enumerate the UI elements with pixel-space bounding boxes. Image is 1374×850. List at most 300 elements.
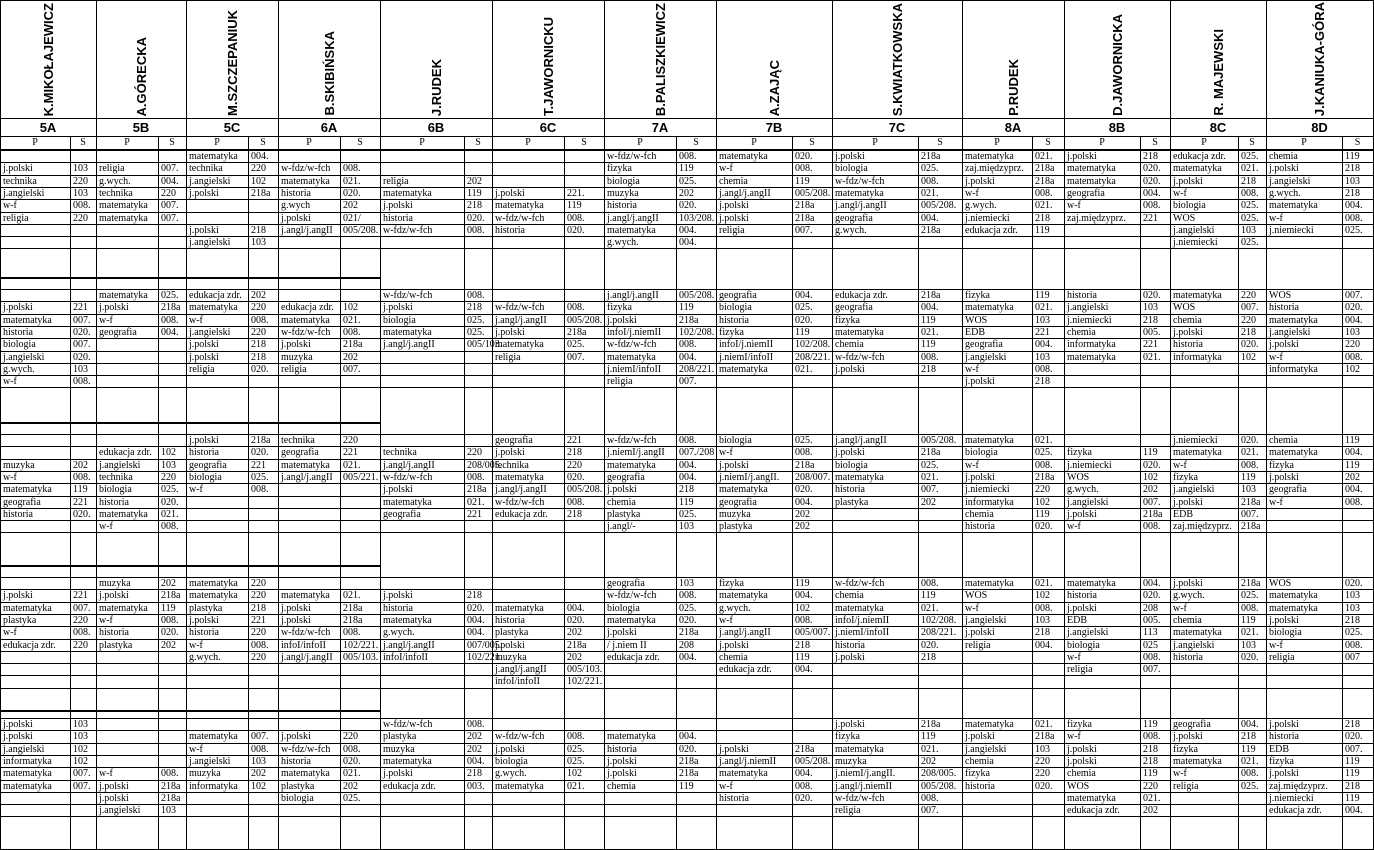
room-cell: 008. [73,376,91,387]
room-cell: 020. [161,497,179,508]
subject-cell: j.niemiecki [965,484,1010,495]
room-cell: 218a [921,290,941,301]
column-p-label: P [124,137,130,148]
room-cell: 005/208. [795,756,831,767]
room-cell: 202 [161,578,176,589]
room-cell: 021. [1241,627,1259,638]
subject-cell: w-f [99,521,113,532]
subject-cell: informatyka [1173,352,1222,363]
room-cell: 008. [921,352,939,363]
teacher-name [1170,2,1266,116]
subject-cell: WOS [965,315,988,326]
subject-cell: matematyka [835,472,884,483]
room-cell: 007. [921,484,939,495]
room-cell: 008. [1345,497,1363,508]
subject-cell: j.polski [719,640,749,651]
room-cell: 008. [1345,640,1363,651]
room-cell: 025. [1345,627,1363,638]
subject-cell: g.wych. [965,200,997,211]
subject-cell: informatyka [189,781,238,792]
subject-cell: j.polski [99,793,129,804]
subject-cell: j.polski [607,768,637,779]
room-cell: 103 [1035,352,1050,363]
column-s-label: S [357,137,363,148]
room-cell: 103 [73,719,88,730]
room-cell: 102 [73,744,88,755]
room-cell: 119 [795,327,810,338]
room-cell: 025 [1143,640,1158,651]
room-cell: 005. [1143,327,1161,338]
subject-cell: j.niemI/j.angII [607,447,665,458]
subject-cell: w-f [719,781,733,792]
room-cell: 007. [921,805,939,816]
subject-cell: matematyka [281,768,330,779]
subject-cell: fizyka [1067,447,1092,458]
room-cell: 220 [1345,339,1360,350]
room-cell: 119 [1241,615,1256,626]
room-cell: 008. [251,744,269,755]
subject-cell: fizyka [607,163,632,174]
subject-cell: chemia [1173,615,1202,626]
room-cell: 218a [795,460,815,471]
room-cell: 102 [1241,352,1256,363]
room-cell: 202 [343,200,358,211]
room-cell: 025. [467,315,485,326]
room-cell: 218a [343,615,363,626]
subject-cell: matematyka [1173,447,1222,458]
room-cell: 008. [921,578,939,589]
room-cell: 008. [343,627,361,638]
subject-cell: edukacja zdr. [1269,805,1322,816]
subject-cell: geografia [1067,188,1105,199]
room-cell: 202 [1143,484,1158,495]
room-cell: 021. [1035,435,1053,446]
room-cell: 119 [679,163,694,174]
room-cell: 025. [1241,237,1259,248]
room-cell: 102/221. [467,652,503,663]
room-cell: 113 [1143,627,1158,638]
room-cell: 102 [251,176,266,187]
room-cell: 119 [679,302,694,313]
column-s-label: S [693,137,699,148]
room-cell: 103 [1035,744,1050,755]
room-cell: 119 [161,603,176,614]
subject-cell: j.angielski [965,352,1007,363]
room-cell: 008. [251,315,269,326]
subject-cell: j.polski [3,302,33,313]
room-cell: 119 [795,176,810,187]
subject-cell: w-fdz/w-fch [607,339,657,350]
subject-cell: matematyka [1269,603,1318,614]
subject-cell: j.angielski [1067,497,1109,508]
room-cell: 103 [73,731,88,742]
room-cell: 004. [1345,200,1363,211]
room-cell: 020. [343,188,361,199]
subject-cell: j.angl/j.angII [835,435,887,446]
subject-cell: matematyka [3,315,52,326]
room-cell: 218a [567,327,587,338]
subject-cell: biologia [965,447,998,458]
room-cell: 008. [567,731,585,742]
teacher-name-label: R. MAJEWSKI [1210,29,1226,116]
subject-cell: w-f [189,744,203,755]
room-cell: 218 [251,352,266,363]
room-cell: 005/208. [679,290,715,301]
subject-cell: matematyka [99,509,148,520]
room-cell: 102/221. [567,676,603,687]
room-cell: 119 [1345,756,1360,767]
room-cell: 004. [679,237,697,248]
room-cell: 021. [1035,151,1053,162]
subject-cell: historia [835,640,865,651]
room-cell: 218 [1241,176,1256,187]
room-cell: 020. [1241,435,1259,446]
room-cell: 218a [921,719,941,730]
room-cell: 220 [1143,781,1158,792]
subject-cell: plastyka [835,497,869,508]
room-cell: 005/208. [921,200,957,211]
subject-cell: w-f [1269,352,1283,363]
subject-cell: j.polski [1173,731,1203,742]
room-cell: 102 [1035,497,1050,508]
room-cell: 008. [795,615,813,626]
room-cell: 004. [679,352,697,363]
subject-cell: j.angl/j.angII [281,652,333,663]
subject-cell: historia [965,781,995,792]
subject-cell: muzyka [719,509,751,520]
room-cell: 008. [467,472,485,483]
subject-cell: w-f [1173,603,1187,614]
subject-cell: g.wych. [607,237,639,248]
room-cell: 020. [1143,460,1161,471]
subject-cell: matematyka [495,781,544,792]
room-cell: 005/208. [567,315,603,326]
subject-cell: j.polski [1269,163,1299,174]
subject-cell: fizyka [1269,756,1294,767]
room-cell: 008. [1241,768,1259,779]
subject-cell: matematyka [495,472,544,483]
room-cell: 218a [343,603,363,614]
room-cell: 119 [921,590,936,601]
subject-cell: j.niemI/infoII [719,352,774,363]
room-cell: 102 [1345,364,1360,375]
teacher-name [278,2,380,116]
subject-cell: j.polski [3,590,33,601]
subject-cell: w-fdz/w-fch [835,352,885,363]
subject-cell: biologia [835,460,868,471]
subject-cell: biologia [719,302,752,313]
subject-cell: j.niemI/j.angII. [835,768,896,779]
room-cell: 005/208. [343,225,379,236]
subject-cell: biologia [99,484,132,495]
subject-cell: j.polski [281,615,311,626]
subject-cell: biologia [3,339,36,350]
subject-cell: matematyka [383,497,432,508]
subject-cell: j.polski [383,590,413,601]
subject-cell: j.polski [719,213,749,224]
room-cell: 119 [1345,793,1360,804]
room-cell: 218a [567,640,587,651]
room-cell: 008. [251,640,269,651]
room-cell: 202 [567,652,582,663]
column-p-label: P [214,137,220,148]
room-cell: 007. [1241,302,1259,313]
subject-cell: religia [1173,781,1199,792]
room-cell: 008. [1241,603,1259,614]
teacher-name-label: M.SZCZEPANIUK [224,10,240,116]
subject-cell: edukacja zdr. [965,225,1018,236]
subject-cell: historia [99,497,129,508]
room-cell: 004. [1345,315,1363,326]
teacher-name [832,2,962,116]
room-cell: 119 [1143,768,1158,779]
subject-cell: j.niemiecki [1269,793,1314,804]
room-cell: 007. [1143,664,1161,675]
column-p-label: P [994,137,1000,148]
subject-cell: WOS [1067,781,1090,792]
room-cell: 218a [679,315,699,326]
room-cell: 021. [343,590,361,601]
subject-cell: historia [1173,339,1203,350]
room-cell: 202 [921,756,936,767]
subject-cell: matematyka [281,590,330,601]
room-cell: 007. [161,163,179,174]
room-cell: 004. [679,460,697,471]
subject-cell: w-f [1269,640,1283,651]
room-cell: 004. [467,756,485,767]
room-cell: 218 [1035,376,1050,387]
subject-cell: w-f [719,447,733,458]
room-cell: 221 [1035,327,1050,338]
teacher-name [1266,2,1373,116]
room-cell: 119 [1241,744,1256,755]
subject-cell: geografia [835,302,873,313]
subject-cell: matematyka [835,603,884,614]
room-cell: 119 [467,188,482,199]
room-cell: 119 [1143,719,1158,730]
subject-cell: geografia [607,472,645,483]
room-cell: 008. [1345,352,1363,363]
subject-cell: g.wych. [99,176,131,187]
room-cell: 103 [73,364,88,375]
subject-cell: matematyka [719,590,768,601]
room-cell: 020. [795,315,813,326]
subject-cell: w-f [719,163,733,174]
subject-cell: j.angielski [1173,225,1215,236]
column-p-label: P [1301,137,1307,148]
subject-cell: j.polski [965,472,995,483]
room-cell: 102 [73,756,88,767]
subject-cell: j.angl/j.angII [719,188,771,199]
subject-cell: zaj.międzyprz. [1269,781,1328,792]
room-cell: 221 [567,435,582,446]
teacher-name-label: B.SKIBIŃSKA [321,31,337,116]
subject-cell: WOS [1269,290,1292,301]
room-cell: 221 [73,497,88,508]
subject-cell: j.polski [3,731,33,742]
subject-cell: edukacja zdr. [1173,151,1226,162]
subject-cell: historia [189,627,219,638]
subject-cell: historia [281,188,311,199]
room-cell: 004. [795,497,813,508]
subject-cell: g.wych. [719,603,751,614]
subject-cell: j.angielski [99,805,141,816]
room-cell: 003. [467,781,485,792]
room-cell: 119 [679,497,694,508]
room-cell: 218 [251,339,266,350]
room-cell: 020. [467,213,485,224]
room-cell: 119 [795,652,810,663]
room-cell: 020. [567,472,585,483]
subject-cell: j.angl/j.angII [495,664,547,675]
subject-cell: geografia [607,578,645,589]
room-cell: 005/103. [567,664,603,675]
room-cell: 021. [921,472,939,483]
class-code: 8A [1004,120,1022,135]
room-cell: 202 [1143,805,1158,816]
room-cell: 102/208. [679,327,715,338]
subject-cell: j.angielski [3,744,45,755]
room-cell: 103 [1345,590,1360,601]
subject-cell: j.angielski [1173,640,1215,651]
room-cell: 008. [467,290,485,301]
subject-cell: j.polski [965,176,995,187]
room-cell: 008. [679,590,697,601]
subject-cell: informatyka [1269,364,1318,375]
room-cell: 004. [467,627,485,638]
subject-cell: fizyka [1173,744,1198,755]
subject-cell: biologia [495,756,528,767]
room-cell: 005/208. [567,484,603,495]
subject-cell: fizyka [1067,719,1092,730]
room-cell: 218a [1143,509,1163,520]
room-cell: 025. [1241,213,1259,224]
room-cell: 007. [679,376,697,387]
subject-cell: j.polski [281,731,311,742]
room-cell: 004. [921,213,939,224]
subject-cell: j.angielski [3,352,45,363]
subject-cell: edukacja zdr. [383,781,436,792]
room-cell: 020. [161,627,179,638]
room-cell: 220 [251,627,266,638]
subject-cell: j.polski [719,460,749,471]
room-cell: 004. [1035,339,1053,350]
subject-cell: w-f [1067,521,1081,532]
room-cell: 008. [161,521,179,532]
room-cell: 021. [343,768,361,779]
room-cell: 008. [567,497,585,508]
subject-cell: w-f [1067,731,1081,742]
grid-hline [0,118,1374,119]
column-p-label: P [637,137,643,148]
subject-cell: j.angielski [189,176,231,187]
subject-cell: j.niemI/infoII [835,627,890,638]
room-cell: 119 [1143,447,1158,458]
subject-cell: j.polski [1269,472,1299,483]
subject-cell: j.angl/- [607,521,636,532]
grid-hline [0,0,1374,1]
subject-cell: chemia [1067,768,1096,779]
subject-cell: j.polski [965,376,995,387]
room-cell: 220 [343,435,358,446]
room-cell: 008. [1035,188,1053,199]
teacher-name [380,2,492,116]
room-cell: 020. [73,509,91,520]
room-cell: 202 [1345,472,1360,483]
subject-cell: biologia [1269,627,1302,638]
subject-cell: geografia [3,497,41,508]
subject-cell: matematyka [1067,163,1116,174]
room-cell: 021. [921,188,939,199]
room-cell: 008. [251,484,269,495]
room-cell: 221 [467,509,482,520]
column-s-label: S [1249,137,1255,148]
subject-cell: WOS [1269,578,1292,589]
subject-cell: j.angl/j.angII [383,460,435,471]
subject-cell: biologia [383,315,416,326]
room-cell: 008. [1241,188,1259,199]
room-cell: 220 [251,590,266,601]
room-cell: 103 [679,521,694,532]
subject-cell: EDB [1269,744,1289,755]
room-cell: 202 [795,509,810,520]
room-cell: 008. [921,176,939,187]
room-cell: 220 [251,578,266,589]
subject-cell: j.polski [1067,603,1097,614]
room-cell: 102/208. [921,615,957,626]
subject-cell: j.polski [1269,339,1299,350]
subject-cell: matematyka [99,200,148,211]
subject-cell: matematyka [965,719,1014,730]
room-cell: 020. [1035,521,1053,532]
room-cell: 007. [1345,744,1363,755]
subject-cell: j.niemI/j.angII. [719,472,780,483]
room-cell: 218a [679,756,699,767]
room-cell: 007. [161,213,179,224]
room-cell: 218 [1345,163,1360,174]
column-p-label: P [751,137,757,148]
class-code: 8C [1209,120,1227,135]
subject-cell: matematyka [189,302,238,313]
room-cell: 005. [1143,615,1161,626]
subject-cell: matematyka [1173,756,1222,767]
subject-cell: w-fdz/w-fch [495,731,545,742]
subject-cell: j.polski [1173,497,1203,508]
subject-cell: w-f [99,768,113,779]
room-cell: 218a [1035,163,1055,174]
room-cell: 119 [1035,509,1050,520]
room-cell: 119 [1035,225,1050,236]
subject-cell: g.wych. [189,652,221,663]
room-cell: 021. [343,315,361,326]
subject-cell: matematyka [607,460,656,471]
column-p-label: P [872,137,878,148]
subject-cell: plastyka [189,603,223,614]
subject-cell: j.polski [99,590,129,601]
room-cell: 025. [567,756,585,767]
subject-cell: j.angl/j.angII [607,290,659,301]
room-cell: 102 [1143,472,1158,483]
room-cell: 218a [795,213,815,224]
subject-cell: j.polski [835,652,865,663]
subject-cell: matematyka [965,578,1014,589]
subject-cell: w-f [189,315,203,326]
subject-cell: j.polski [281,339,311,350]
room-cell: 021. [343,176,361,187]
room-cell: 020. [1345,578,1363,589]
subject-cell: w-fdz/w-fch [281,327,331,338]
subject-cell: matematyka [1173,290,1222,301]
